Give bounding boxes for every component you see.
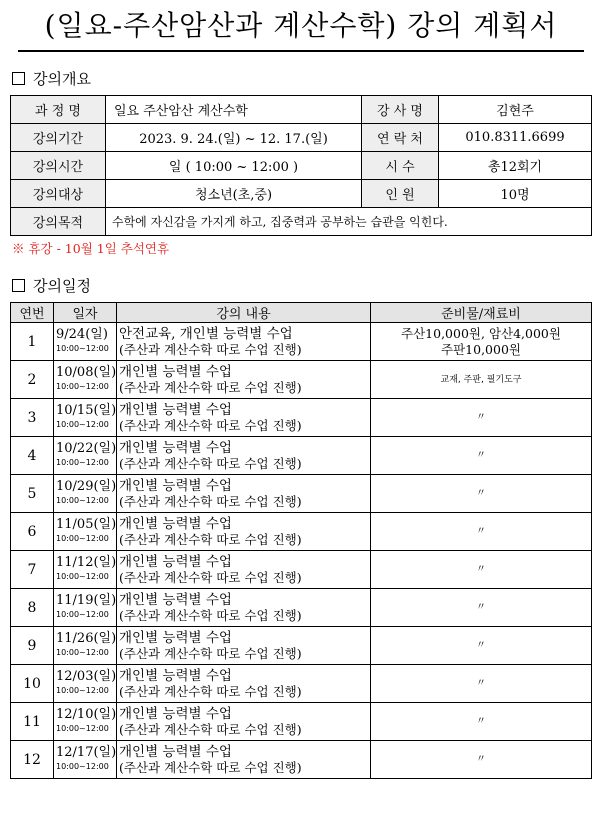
- session-date-cell: [54, 399, 117, 437]
- field-value: 10명: [439, 180, 592, 208]
- session-content-line2: (주산과 계산수학 따로 수업 진행): [119, 759, 302, 775]
- session-date-cell: [54, 437, 117, 475]
- overview-heading-label: 강의개요: [33, 70, 91, 88]
- field-label: 시 수: [362, 152, 439, 180]
- session-content-line1: 개인별 능력별 수업: [119, 553, 232, 570]
- overview-row: [11, 96, 592, 124]
- goal-value: 수학에 자신감을 가지게 하고, 집중력과 공부하는 습관을 익힌다.: [106, 208, 592, 236]
- materials-cell: [371, 323, 592, 361]
- field-label: 강의목적: [11, 208, 106, 236]
- session-date: 10/22(일): [56, 440, 117, 456]
- field-label: 인 원: [362, 180, 439, 208]
- field-label: 강 사 명: [362, 96, 439, 124]
- checkbox-square-icon: [12, 279, 25, 292]
- session-content-line2: (주산과 계산수학 따로 수업 진행): [119, 607, 302, 623]
- table-row: [11, 399, 592, 437]
- overview-row: [11, 152, 592, 180]
- session-date-cell: [54, 741, 117, 779]
- column-header: 강의 내용: [117, 303, 371, 323]
- session-content-line1: 안전교육, 개인별 능력별 수업: [119, 325, 293, 342]
- overview-table-body: [11, 96, 592, 236]
- field-label: 강의기간: [11, 124, 106, 152]
- field-value: 2023. 9. 24.(일) ~ 12. 17.(일): [106, 124, 362, 152]
- session-content-cell: [117, 323, 371, 361]
- row-number: 4: [11, 437, 54, 475]
- session-date: 12/17(일): [56, 744, 117, 760]
- session-content-line2: (주산과 계산수학 따로 수업 진행): [119, 379, 302, 395]
- session-content-cell: [117, 513, 371, 551]
- session-date: 12/03(일): [56, 668, 117, 684]
- row-number: 10: [11, 665, 54, 703]
- materials-cell: [371, 437, 592, 475]
- session-time: 10:00~12:00: [56, 457, 109, 467]
- session-content-line1: 개인별 능력별 수업: [119, 363, 232, 380]
- field-value: 010.8311.6699: [439, 124, 592, 152]
- table-row: [11, 475, 592, 513]
- session-content-cell: [117, 589, 371, 627]
- page-title: (일요-주산암산과 계산수학) 강의 계획서: [44, 9, 558, 42]
- holiday-notice: ※ 휴강 - 10월 1일 추석연휴: [12, 241, 170, 256]
- schedule-table: [10, 302, 592, 779]
- session-time: 10:00~12:00: [56, 343, 109, 353]
- materials-cell: [371, 627, 592, 665]
- session-content-line1: 개인별 능력별 수업: [119, 477, 232, 494]
- session-date: 11/12(일): [56, 554, 117, 570]
- session-content-cell: [117, 627, 371, 665]
- session-date: 10/08(일): [56, 364, 117, 380]
- table-row: [11, 589, 592, 627]
- session-date-cell: [54, 323, 117, 361]
- session-time: 10:00~12:00: [56, 381, 109, 391]
- table-row: [11, 627, 592, 665]
- field-label: 강의대상: [11, 180, 106, 208]
- checkbox-square-icon: [12, 72, 25, 85]
- session-time: 10:00~12:00: [56, 647, 109, 657]
- overview-row: [11, 180, 592, 208]
- title-block: [18, 8, 584, 52]
- row-number: 11: [11, 703, 54, 741]
- session-date: 11/19(일): [56, 592, 117, 608]
- session-content-line1: 개인별 능력별 수업: [119, 667, 232, 684]
- column-header: 일자: [54, 303, 117, 323]
- schedule-heading-label: 강의일정: [33, 277, 91, 295]
- materials-cell: [371, 399, 592, 437]
- session-date-cell: [54, 475, 117, 513]
- column-header: 준비물/재료비: [371, 303, 592, 323]
- materials-line1: 〃: [476, 449, 486, 461]
- session-date-cell: [54, 665, 117, 703]
- session-time: 10:00~12:00: [56, 533, 109, 543]
- materials-cell: [371, 703, 592, 741]
- materials-line1: 교재, 주판, 필기도구: [440, 374, 522, 385]
- materials-cell: [371, 665, 592, 703]
- materials-line1: 〃: [476, 563, 486, 575]
- session-content-line1: 개인별 능력별 수업: [119, 591, 232, 608]
- session-content-line2: (주산과 계산수학 따로 수업 진행): [119, 645, 302, 661]
- overview-table: [10, 95, 592, 236]
- session-time: 10:00~12:00: [56, 495, 109, 505]
- session-content-cell: [117, 703, 371, 741]
- session-date-cell: [54, 589, 117, 627]
- row-number: 5: [11, 475, 54, 513]
- session-date: 10/15(일): [56, 402, 117, 418]
- session-time: 10:00~12:00: [56, 609, 109, 619]
- materials-cell: [371, 361, 592, 399]
- session-date-cell: [54, 361, 117, 399]
- table-row: [11, 323, 592, 361]
- table-row: [11, 741, 592, 779]
- session-date: 11/05(일): [56, 516, 117, 532]
- session-content-line1: 개인별 능력별 수업: [119, 629, 232, 646]
- field-label: 강의시간: [11, 152, 106, 180]
- schedule-heading: [12, 275, 590, 296]
- field-value: 김현주: [439, 96, 592, 124]
- session-time: 10:00~12:00: [56, 723, 109, 733]
- materials-cell: [371, 589, 592, 627]
- overview-row-goal: [11, 208, 592, 236]
- session-date: 12/10(일): [56, 706, 117, 722]
- session-content-line1: 개인별 능력별 수업: [119, 515, 232, 532]
- row-number: 9: [11, 627, 54, 665]
- session-time: 10:00~12:00: [56, 571, 109, 581]
- session-time: 10:00~12:00: [56, 685, 109, 695]
- overview-heading: [12, 68, 590, 89]
- session-content-line2: (주산과 계산수학 따로 수업 진행): [119, 493, 302, 509]
- schedule-header-row: [11, 303, 592, 323]
- materials-cell: [371, 741, 592, 779]
- overview-row: [11, 124, 592, 152]
- row-number: 6: [11, 513, 54, 551]
- session-content-cell: [117, 551, 371, 589]
- materials-line1: 〃: [476, 715, 486, 727]
- session-content-line1: 개인별 능력별 수업: [119, 439, 232, 456]
- session-content-line1: 개인별 능력별 수업: [119, 401, 232, 418]
- row-number: 8: [11, 589, 54, 627]
- materials-line1: 〃: [476, 525, 486, 537]
- row-number: 12: [11, 741, 54, 779]
- schedule-table-body: [11, 323, 592, 779]
- table-row: [11, 703, 592, 741]
- field-label: 과 정 명: [11, 96, 106, 124]
- session-content-line2: (주산과 계산수학 따로 수업 진행): [119, 569, 302, 585]
- column-header: 연번: [11, 303, 54, 323]
- field-value: 총12회기: [439, 152, 592, 180]
- materials-line1: 〃: [476, 677, 486, 689]
- materials-line2: 주판10,000원: [441, 341, 521, 357]
- session-date-cell: [54, 551, 117, 589]
- row-number: 2: [11, 361, 54, 399]
- row-number: 3: [11, 399, 54, 437]
- materials-line1: 〃: [476, 753, 486, 765]
- session-date: 9/24(일): [56, 326, 108, 342]
- field-label: 연 락 처: [362, 124, 439, 152]
- session-content-line1: 개인별 능력별 수업: [119, 705, 232, 722]
- table-row: [11, 551, 592, 589]
- session-content-cell: [117, 437, 371, 475]
- session-date-cell: [54, 703, 117, 741]
- field-value: 일 ( 10:00 ~ 12:00 ): [106, 152, 362, 180]
- materials-cell: [371, 513, 592, 551]
- session-content-line1: 개인별 능력별 수업: [119, 743, 232, 760]
- session-time: 10:00~12:00: [56, 761, 109, 771]
- session-content-line2: (주산과 계산수학 따로 수업 진행): [119, 531, 302, 547]
- materials-line1: 〃: [476, 487, 486, 499]
- session-content-cell: [117, 361, 371, 399]
- table-row: [11, 437, 592, 475]
- table-row: [11, 513, 592, 551]
- materials-line1: 〃: [476, 601, 486, 613]
- session-content-line2: (주산과 계산수학 따로 수업 진행): [119, 455, 302, 471]
- session-content-cell: [117, 475, 371, 513]
- row-number: 1: [11, 323, 54, 361]
- session-content-cell: [117, 741, 371, 779]
- row-number: 7: [11, 551, 54, 589]
- table-row: [11, 665, 592, 703]
- materials-line1: 〃: [476, 639, 486, 651]
- field-value: 청소년(초,중): [106, 180, 362, 208]
- session-date: 10/29(일): [56, 478, 117, 494]
- session-content-line2: (주산과 계산수학 따로 수업 진행): [119, 721, 302, 737]
- materials-line1: 주산10,000원, 암산4,000원: [401, 325, 561, 341]
- materials-line1: 〃: [476, 411, 486, 423]
- session-content-line2: (주산과 계산수학 따로 수업 진행): [119, 417, 302, 433]
- session-date: 11/26(일): [56, 630, 117, 646]
- session-time: 10:00~12:00: [56, 419, 109, 429]
- session-content-line2: (주산과 계산수학 따로 수업 진행): [119, 683, 302, 699]
- field-value: 일요 주산암산 계산수학: [106, 96, 362, 124]
- materials-cell: [371, 475, 592, 513]
- session-content-cell: [117, 399, 371, 437]
- materials-cell: [371, 551, 592, 589]
- table-row: [11, 361, 592, 399]
- session-date-cell: [54, 627, 117, 665]
- document-page: [0, 8, 602, 817]
- session-date-cell: [54, 513, 117, 551]
- session-content-cell: [117, 665, 371, 703]
- session-content-line2: (주산과 계산수학 따로 수업 진행): [119, 341, 302, 357]
